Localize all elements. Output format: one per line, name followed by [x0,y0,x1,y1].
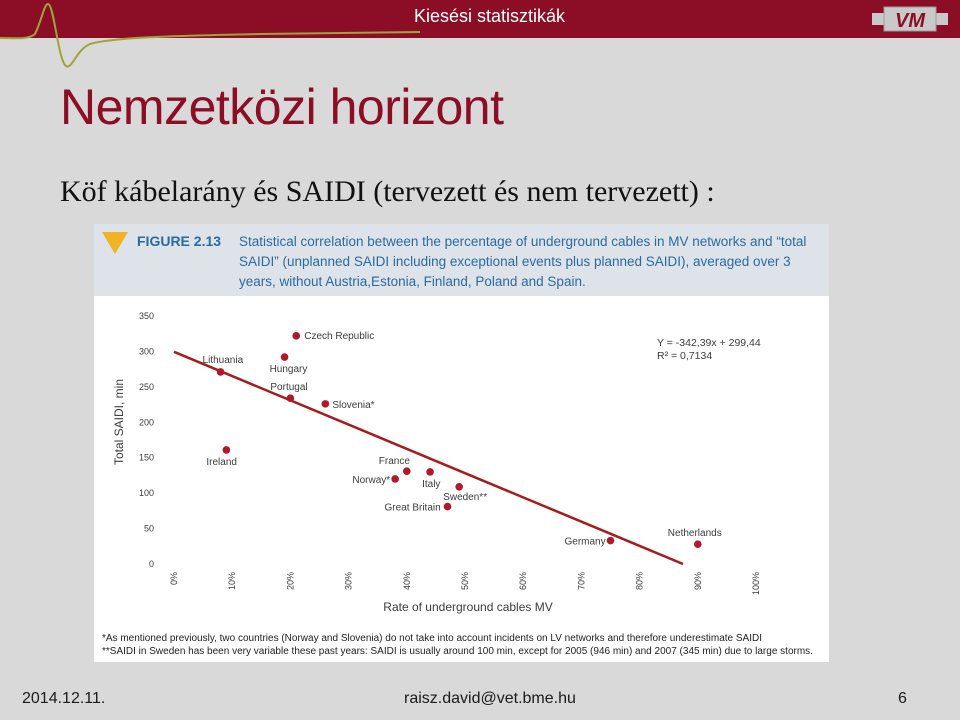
x-tick-label: 70% [576,572,587,591]
figure-label: FIGURE 2.13 [137,233,222,249]
y-tick-label: 50 [143,523,154,534]
data-point [694,540,702,548]
y-tick-label: 150 [138,452,154,463]
y-tick-label: 100 [138,488,154,499]
r-squared: R² = 0,7134 [657,350,713,362]
footer-email: raisz.david@vet.bme.hu [404,690,576,707]
trendline [174,352,683,564]
header-bar [0,0,960,38]
data-point [426,468,434,476]
point-label: Lithuania [202,354,244,366]
y-tick-label: 200 [138,417,154,428]
slide-title: Nemzetközi horizont [60,79,504,135]
y-tick-label: 350 [138,311,154,321]
x-axis-label: Rate of underground cables MV [383,600,553,614]
y-tick-label: 300 [138,346,154,357]
point-label: Great Britain [384,502,441,514]
scatter-chart [94,224,829,624]
point-label: Netherlands [667,528,722,540]
x-tick-label: 50% [460,572,470,591]
y-axis-ticks [139,311,154,569]
point-label: Czech Republic [304,330,375,342]
header-title: Kiesési statisztikák [414,6,566,26]
data-point [444,503,452,511]
data-point [223,446,231,454]
data-point [403,467,411,475]
y-axis-label: Total SAIDI, min [112,378,126,466]
company-logo [872,3,948,35]
point-label: Sweden** [443,491,488,503]
x-tick-label: 30% [343,572,354,591]
footnote-sweden: **SAIDI in Sweden has been very variable these past years: SAIDI is usually around 100 min, except for 2005 (946 min) and 2007 (345 min) due to large storms. [102,646,813,657]
x-tick-label: 40% [401,572,412,591]
figure-panel [94,224,829,662]
data-point [287,394,295,402]
data-points [203,331,722,548]
page-number: 6 [898,690,907,707]
x-tick-label: 20% [285,572,296,591]
x-axis-ticks [169,572,761,595]
point-label: Slovenia* [332,399,375,411]
signal-wave-decoration [0,0,420,80]
figure-caption: Statistical correlation between the percentage of underground cables in MV networks and “total SAIDI” (unplanned SAIDI including exceptional events plus planned SAIDI), averaged over 3 years, without Austria,Estonia, Finland, Poland and Spain. [239,234,807,289]
data-point [607,537,615,545]
x-tick-label: 90% [692,572,703,591]
data-point [391,475,399,483]
regression-equation: Y = -342,39x + 299,44 [657,337,761,349]
point-label: Norway* [352,474,391,486]
data-point [455,483,463,491]
point-label: Germany [564,536,606,548]
point-label: Italy [422,478,441,490]
x-tick-label: 10% [227,572,238,591]
x-tick-label: 100% [751,572,761,596]
data-point [281,353,289,361]
x-tick-label: 0% [169,572,179,586]
point-label: France [378,456,410,468]
point-label: Portugal [270,382,308,394]
footer-date: 2014.12.11. [22,690,106,707]
footnote-norway-slovenia: *As mentioned previously, two countries (Norway and Slovenia) do not take into account incidents on LV networks and therefore underestimate SAIDI [102,633,762,644]
data-point [217,368,225,376]
data-point [292,332,300,340]
y-tick-label: 0 [148,559,154,569]
y-tick-label: 250 [138,381,154,392]
data-point [322,400,330,408]
point-label: Hungary [269,364,308,376]
logo-text: VM [895,10,925,32]
x-tick-label: 80% [634,572,645,591]
point-label: Ireland [206,456,237,468]
slide-subtitle: Köf kábelarány és SAIDI (tervezett és nem tervezett) : [60,175,715,208]
x-tick-label: 60% [518,572,529,591]
